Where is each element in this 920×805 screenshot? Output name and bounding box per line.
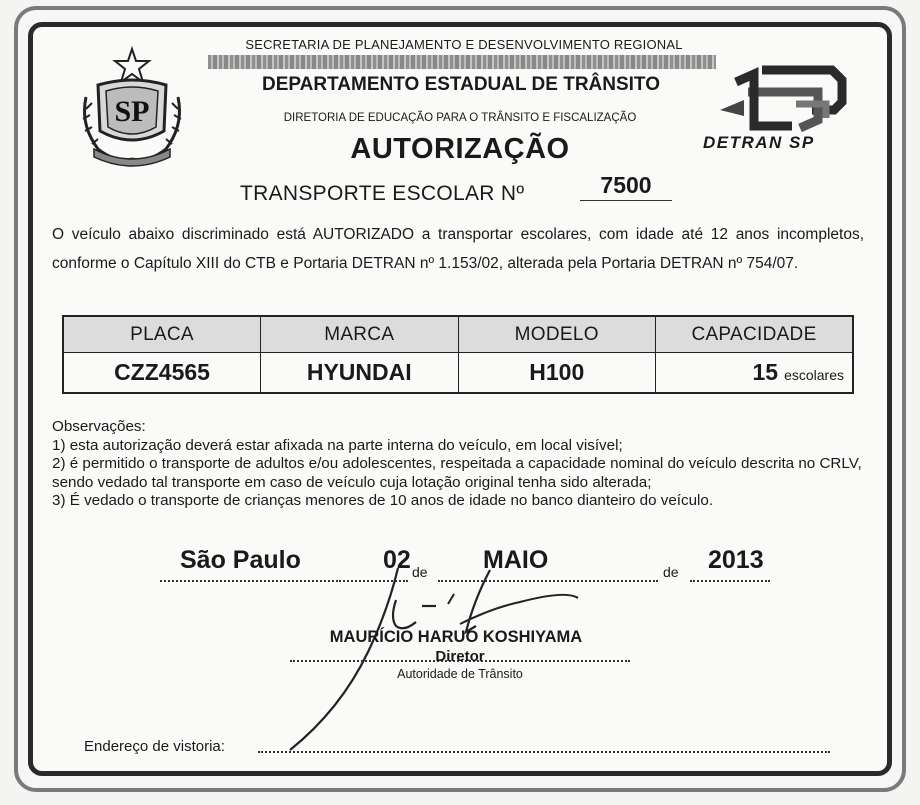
cell-placa: CZZ4565 — [63, 353, 261, 394]
observacoes-title: Observações: — [52, 418, 146, 435]
departamento-heading: DEPARTAMENTO ESTADUAL DE TRÂNSITO — [262, 74, 660, 95]
secretaria-stamp-bar — [208, 55, 716, 69]
vistoria-label: Endereço de vistoria: — [84, 738, 225, 755]
document-title: AUTORIZAÇÃO — [350, 133, 570, 165]
observacoes-section — [52, 418, 868, 511]
seal-text: SP — [114, 95, 150, 128]
cell-capacidade — [656, 353, 854, 394]
capacidade-unit: escolares — [784, 367, 844, 383]
transporte-number: 7500 — [580, 172, 672, 201]
vehicle-table — [62, 315, 854, 394]
header-marca: MARCA — [261, 316, 459, 353]
secretaria-heading: SECRETARIA DE PLANEJAMENTO E DESENVOLVIMENTO REGIONAL — [245, 37, 683, 52]
date-de-1: de — [412, 564, 428, 580]
diretoria-heading: DIRETORIA DE EDUCAÇÃO PARA O TRÂNSITO E FISCALIZAÇÃO — [283, 112, 637, 124]
header-modelo: MODELO — [458, 316, 656, 353]
header-placa: PLACA — [63, 316, 261, 353]
transporte-label: TRANSPORTE ESCOLAR Nº — [240, 182, 525, 205]
capacidade-value: 15 — [752, 359, 779, 385]
signatory-authority: Autoridade de Trânsito — [397, 667, 523, 681]
vehicle-table-row — [63, 353, 853, 394]
observacao-item: 2) é permitido o transporte de adultos e/ou adolescentes, respeitada a capacidade nominal do veículo descrita no CRLV, sendo vedado tal transporte em caso de veículo cuja lotação original tenha sido alterada; — [52, 455, 862, 491]
vistoria-dotted-line — [258, 751, 830, 753]
observacao-item: 1) esta autorização deverá estar afixada na parte interna do veículo, em local visível; — [52, 436, 623, 454]
sp-state-seal-icon — [76, 45, 188, 167]
header-capacidade: CAPACIDADE — [656, 316, 854, 353]
observacao-item: 3) É vedado o transporte de crianças menores de 10 anos de idade no banco dianteiro do veículo. — [52, 492, 714, 510]
date-de-2: de — [663, 564, 679, 580]
signatory-role: Diretor — [435, 648, 485, 665]
date-year: 2013 — [708, 546, 764, 574]
cell-modelo: H100 — [458, 353, 656, 394]
vehicle-table-header-row — [63, 316, 853, 353]
cell-marca: HYUNDAI — [261, 353, 459, 394]
date-city: São Paulo — [180, 546, 301, 574]
date-month: MAIO — [483, 546, 549, 574]
detran-brand-text: DETRAN SP — [703, 133, 815, 152]
intro-paragraph: O veículo abaixo discriminado está AUTORIZADO a transportar escolares, com idade até 12 anos incompletos, conforme o Capítulo XIII do CTB e Portaria DETRAN nº 1.153/02, alterada pela Portaria DETRAN nº 754/07. — [52, 226, 864, 272]
date-day: 02 — [383, 546, 411, 574]
signatory-name: MAURÍCIO HARUO KOSHIYAMA — [329, 628, 583, 646]
